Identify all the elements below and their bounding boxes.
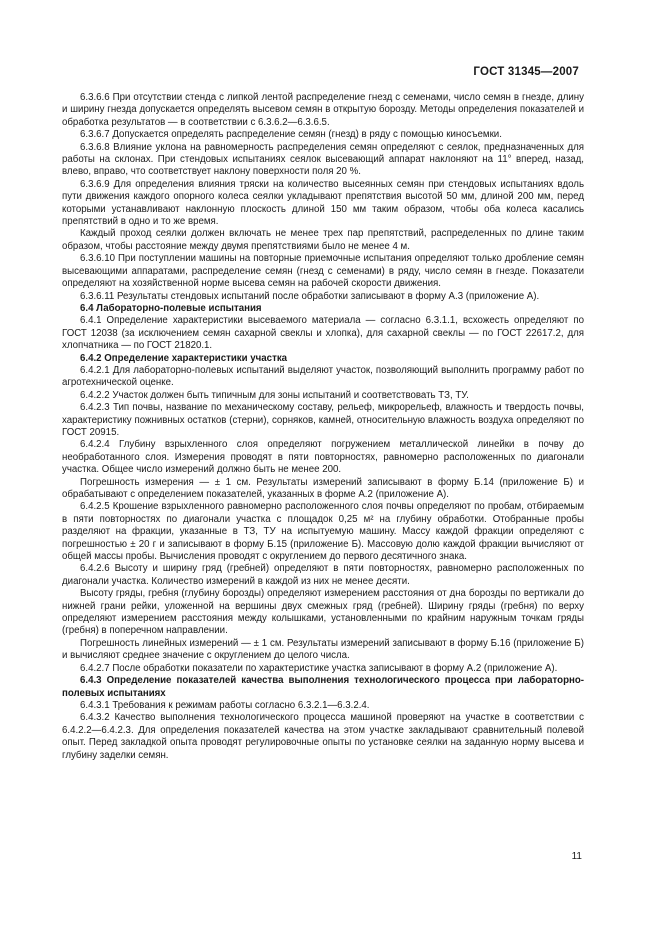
paragraph: Погрешность измерения — ± 1 см. Результаты измерений записывают в форму Б.14 (приложение Б) и обрабатывают с определением показателей, указанных в форме А.2 (приложение А). — [62, 476, 584, 500]
paragraph: 6.3.6.8 Влияние уклона на равномерность распределения семян определяют с сеялок, предназначенных для работы на склонах. При стендовых испытаниях сеялок высевающий аппарат наклоняют на 11° вперед, назад, влево, вправо, что соответствует наклону поверхности поля 20 %. — [62, 141, 584, 178]
paragraph: 6.4.1 Определение характеристики высеваемого материала — согласно 6.3.1.1, всхожесть определяют по ГОСТ 12038 (за исключением семян сахарной свеклы и хлопка), для сахарной свеклы — по ГОСТ 22617.2, для хлопчатника — по ГОСТ 21820.1. — [62, 315, 584, 352]
paragraph: 6.3.6.10 При поступлении машины на повторные приемочные испытания определяют только дробление семян высевающими аппаратами, распределение семян (гнезд с семенами) в ряду, число семян в гнезде. Показатели определяют на хозяйственной норме высева семян на рабочей скорости движения. — [62, 253, 584, 290]
section-heading: 6.4.3 Определение показателей качества выполнения технологического процесса при лабораторно-полевых испытаниях — [62, 675, 584, 699]
paragraph: 6.3.6.9 Для определения влияния тряски на количество высеянных семян при стендовых испытаниях вдоль пути движения каждого опорного колеса сеялки укладывают препятствия высотой 50 мм, длиной 200 мм, перед которыми устанавливают наклонную плоскость длиной 150 мм таким образом, чтобы оба колеса касались препятствий в одно и то же время. — [62, 178, 584, 228]
section-heading: 6.4 Лабораторно-полевые испытания — [80, 302, 262, 314]
paragraph: Каждый проход сеялки должен включать не менее трех пар препятствий, распределенных по длине таким образом, чтобы расстояние между двумя препятствиями было не менее 4 м. — [62, 228, 584, 252]
page-number: 11 — [571, 851, 582, 862]
paragraph: 6.4.2.2 Участок должен быть типичным для зоны испытаний и соответствовать ТЗ, ТУ. — [80, 389, 469, 401]
paragraph: 6.3.6.7 Допускается определять распределение семян (гнезд) в ряду с помощью киносъемки. — [80, 129, 502, 141]
paragraph: 6.3.6.11 Результаты стендовых испытаний после обработки записывают в форму А.3 (приложение А). — [80, 290, 540, 302]
paragraph: 6.4.2.1 Для лабораторно-полевых испытаний выделяют участок, позволяющий выполнить программу работ по агротехнической оценке. — [62, 364, 584, 389]
paragraph: 6.4.2.4 Глубину взрыхленного слоя определяют погружением металлической линейки в почву до необработанного слоя. Измерения проводят в пяти повторностях, равномерно расположенных по диагонали участка. Общее число измерений должно быть не менее 200. — [62, 439, 584, 476]
paragraph: 6.4.2.6 Высоту и ширину гряд (гребней) определяют в пяти повторностях, равномерно расположенных по диагонали участка. Количество измерений в каждой из них не менее десяти. — [62, 563, 584, 587]
document-number: ГОСТ 31345—2007 — [473, 66, 579, 78]
paragraph: Высоту гряды, гребня (глубину борозды) определяют измерением расстояния от дна борозды по вертикали до нижней грани рейки, уложенной на вершины двух смежных гряд (гребней). Ширину гряды (гребня) по верху определяют измерением расстояния между колышками, установленными по крайним наружным точкам гряды (гребня) в поперечном направлении. — [62, 588, 584, 637]
paragraph: 6.3.6.6 При отсутствии стенда с липкой лентой распределение гнезд с семенами, число семян в гнезде, длину и ширину гнезда допускается определять высевом семян в открытую борозду. Методы определения показателей и обработка результатов — в соответствии с 6.3.6.2—6.3.6.5. — [62, 92, 584, 128]
paragraph: 6.4.3.2 Качество выполнения технологического процесса машиной проверяют на участке в соответствии с 6.4.2.2—6.4.2.3. Для определения показателей качества на этом участке закладывают сравнительный полевой опыт. Перед закладкой опыта проводят регулировочные опыты по установке сеялки на заданную норму высева и глубину заделки семян. — [62, 712, 584, 761]
paragraph: 6.4.3.1 Требования к режимам работы согласно 6.3.2.1—6.3.2.4. — [80, 699, 370, 711]
paragraph: 6.4.2.7 После обработки показатели по характеристике участка записывают в форму А.2 (приложение А). — [80, 662, 558, 674]
section-heading: 6.4.2 Определение характеристики участка — [80, 352, 288, 364]
paragraph: 6.4.2.5 Крошение взрыхленного равномерно расположенного слоя почвы определяют по пробам, отбираемым в пяти повторностях по диагонали участка с площадок 0,25 м² на глубину обработки. Отобранные пробы разделяют на фракции, указанные в ТЗ, ТУ на испытуемую машину. Массу каждой фракции определяют с погрешностью ± 20 г и записывают в форму Б.15 (приложение Б). Массовую долю каждой фракции вычисляют от общей массы пробы. Вычисления проводят с округлением до первого десятичного знака. — [62, 501, 584, 563]
paragraph: Погрешность линейных измерений — ± 1 см. Результаты измерений записывают в форму Б.16 (приложение Б) и вычисляют среднее значение с округлением до целого числа. — [62, 637, 584, 662]
document-body — [62, 92, 584, 762]
paragraph: 6.4.2.3 Тип почвы, название по механическому составу, рельеф, микрорельеф, влажность и твердость почвы, характеристику пожнивных остатков (стерни), сорняков, камней, относительную влажность воздуха определяют по ГОСТ 20915. — [62, 402, 584, 438]
